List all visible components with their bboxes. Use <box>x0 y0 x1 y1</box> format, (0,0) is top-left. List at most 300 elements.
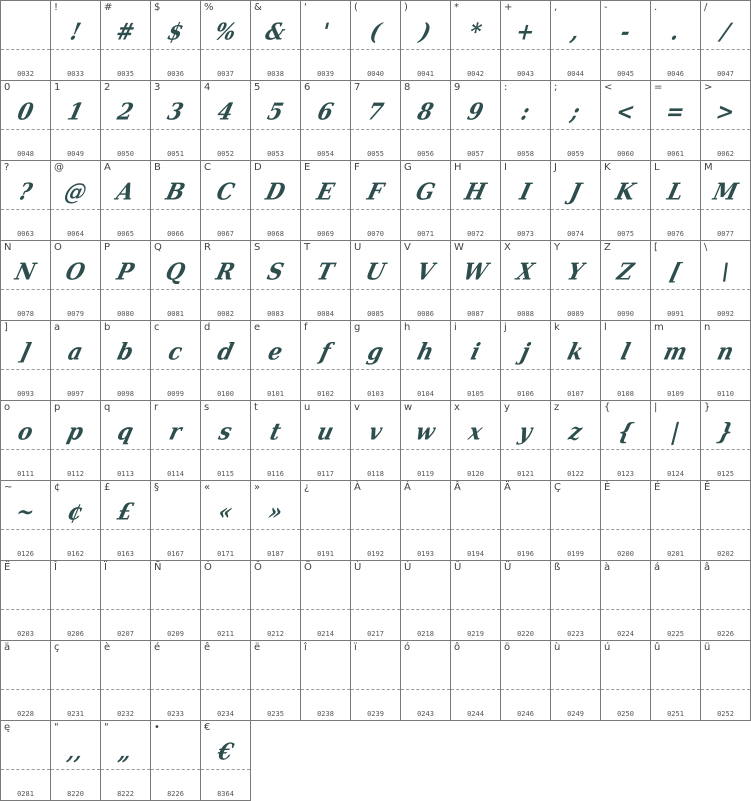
baseline-guide <box>101 289 150 290</box>
cell-codepoint: 0035 <box>117 70 134 78</box>
font-glyph-preview: ( <box>367 17 385 46</box>
cell-codepoint: 0043 <box>517 70 534 78</box>
cell-codepoint: 0191 <box>317 550 334 558</box>
cell-character-label: d <box>204 322 211 333</box>
baseline-guide <box>201 49 250 50</box>
baseline-guide <box>301 289 350 290</box>
glyph-cell[interactable] <box>601 561 650 640</box>
glyph-cell[interactable] <box>351 401 400 480</box>
cell-character-label: ę <box>4 722 11 733</box>
glyph-cell[interactable] <box>301 401 350 480</box>
cell-codepoint: 0250 <box>617 710 634 718</box>
glyph-cell[interactable] <box>151 1 200 80</box>
glyph-cell[interactable] <box>351 561 400 640</box>
cell-character-label: } <box>704 402 711 413</box>
glyph-cell[interactable] <box>701 321 750 400</box>
baseline-guide <box>251 369 300 370</box>
glyph-cell[interactable] <box>601 1 650 80</box>
glyph-cell[interactable] <box>101 721 150 800</box>
baseline-guide <box>301 209 350 210</box>
baseline-guide <box>101 129 150 130</box>
cell-codepoint: 0093 <box>17 390 34 398</box>
baseline-guide <box>601 49 650 50</box>
cell-codepoint: 0194 <box>467 550 484 558</box>
baseline-guide <box>1 209 50 210</box>
baseline-guide <box>301 449 350 450</box>
glyph-cell[interactable] <box>101 1 150 80</box>
glyph-cell[interactable] <box>551 481 600 560</box>
glyph-cell[interactable] <box>101 561 150 640</box>
glyph-cell[interactable] <box>301 321 350 400</box>
glyph-cell[interactable] <box>151 481 200 560</box>
font-glyph-preview: D <box>263 177 289 206</box>
baseline-guide <box>551 449 600 450</box>
cell-character-label: ! <box>54 2 59 13</box>
glyph-cell[interactable] <box>301 161 350 240</box>
glyph-cell[interactable] <box>101 161 150 240</box>
glyph-cell[interactable] <box>651 401 700 480</box>
cell-character-label: f <box>304 322 308 333</box>
glyph-cell[interactable] <box>1 401 50 480</box>
glyph-cell[interactable] <box>401 321 450 400</box>
baseline-guide <box>251 449 300 450</box>
cell-character-label: • <box>154 722 160 733</box>
baseline-guide <box>501 209 550 210</box>
cell-codepoint: 0064 <box>67 230 84 238</box>
grid-line-vertical <box>500 0 501 721</box>
glyph-cell[interactable] <box>701 241 750 320</box>
cell-character-label: w <box>404 402 413 413</box>
glyph-cell[interactable] <box>451 1 500 80</box>
cell-codepoint: 0108 <box>617 390 634 398</box>
cell-character-label: û <box>654 642 661 653</box>
glyph-cell[interactable] <box>51 321 100 400</box>
glyph-cell[interactable] <box>101 321 150 400</box>
glyph-cell[interactable] <box>451 241 500 320</box>
font-glyph-preview: @ <box>61 177 90 206</box>
baseline-guide <box>651 129 700 130</box>
glyph-cell[interactable] <box>401 641 450 720</box>
glyph-cell[interactable] <box>451 561 500 640</box>
glyph-cell[interactable] <box>501 321 550 400</box>
cell-character-label: â <box>704 562 711 573</box>
glyph-cell[interactable] <box>601 481 650 560</box>
baseline-guide <box>351 369 400 370</box>
glyph-cell[interactable] <box>651 1 700 80</box>
glyph-cell[interactable] <box>601 641 650 720</box>
glyph-cell[interactable] <box>1 1 50 80</box>
font-glyph-preview: v <box>366 417 386 446</box>
cell-codepoint: 0052 <box>217 150 234 158</box>
glyph-cell[interactable] <box>101 241 150 320</box>
baseline-guide <box>651 449 700 450</box>
glyph-cell[interactable] <box>401 561 450 640</box>
cell-character-label: ' <box>304 2 307 13</box>
baseline-guide <box>1 609 50 610</box>
glyph-cell[interactable] <box>551 241 600 320</box>
glyph-cell[interactable] <box>201 81 250 160</box>
baseline-guide <box>451 49 500 50</box>
glyph-cell[interactable] <box>1 321 50 400</box>
baseline-guide <box>1 769 50 770</box>
font-glyph-preview: p <box>64 417 87 446</box>
cell-character-label: , <box>554 2 558 13</box>
glyph-cell[interactable] <box>451 81 500 160</box>
glyph-cell[interactable] <box>601 81 650 160</box>
cell-codepoint: 0068 <box>267 230 284 238</box>
glyph-cell[interactable] <box>201 641 250 720</box>
glyph-cell[interactable] <box>501 481 550 560</box>
font-glyph-preview: = <box>663 97 688 126</box>
font-glyph-preview: a <box>65 337 86 366</box>
cell-codepoint: 0065 <box>117 230 134 238</box>
glyph-cell[interactable] <box>151 721 200 800</box>
cell-codepoint: 0203 <box>17 630 34 638</box>
glyph-cell[interactable] <box>701 401 750 480</box>
baseline-guide <box>1 689 50 690</box>
glyph-cell[interactable] <box>201 321 250 400</box>
cell-character-label: r <box>154 402 159 413</box>
glyph-cell[interactable] <box>351 81 400 160</box>
baseline-guide <box>401 529 450 530</box>
cell-character-label: ë <box>254 642 261 653</box>
glyph-cell[interactable] <box>151 241 200 320</box>
cell-codepoint: 8220 <box>67 790 84 798</box>
baseline-guide <box>701 369 750 370</box>
glyph-cell[interactable] <box>151 401 200 480</box>
glyph-cell[interactable] <box>251 641 300 720</box>
glyph-cell[interactable] <box>701 1 750 80</box>
glyph-cell[interactable] <box>601 401 650 480</box>
baseline-guide <box>501 609 550 610</box>
glyph-cell[interactable] <box>351 161 400 240</box>
cell-character-label: m <box>654 322 664 333</box>
cell-codepoint: 0091 <box>667 310 684 318</box>
glyph-cell[interactable] <box>51 81 100 160</box>
glyph-cell[interactable] <box>251 321 300 400</box>
cell-character-label: j <box>504 322 507 333</box>
cell-codepoint: 0032 <box>17 70 34 78</box>
glyph-cell[interactable] <box>451 401 500 480</box>
glyph-cell[interactable] <box>101 401 150 480</box>
cell-character-label: Z <box>604 242 611 253</box>
cell-codepoint: 0070 <box>367 230 384 238</box>
font-glyph-preview: ; <box>568 97 583 126</box>
glyph-cell[interactable] <box>401 81 450 160</box>
baseline-guide <box>451 609 500 610</box>
glyph-cell[interactable] <box>201 401 250 480</box>
glyph-cell[interactable] <box>451 161 500 240</box>
cell-character-label: n <box>704 322 711 333</box>
baseline-guide <box>101 449 150 450</box>
glyph-cell[interactable] <box>701 641 750 720</box>
glyph-cell[interactable] <box>351 1 400 80</box>
cell-codepoint: 0110 <box>717 390 734 398</box>
baseline-guide <box>151 49 200 50</box>
glyph-cell[interactable] <box>401 401 450 480</box>
font-glyph-preview: / <box>718 17 733 46</box>
glyph-cell[interactable] <box>351 241 400 320</box>
glyph-cell[interactable] <box>251 81 300 160</box>
glyph-cell[interactable] <box>651 641 700 720</box>
font-glyph-preview: C <box>213 177 238 206</box>
glyph-cell[interactable] <box>601 321 650 400</box>
glyph-cell[interactable] <box>451 481 500 560</box>
font-glyph-preview: k <box>564 337 587 366</box>
cell-codepoint: 0050 <box>117 150 134 158</box>
cell-codepoint: 0105 <box>467 390 484 398</box>
cell-character-label: h <box>404 322 411 333</box>
cell-codepoint: 0163 <box>117 550 134 558</box>
glyph-cell[interactable] <box>51 561 100 640</box>
glyph-cell[interactable] <box>301 1 350 80</box>
cell-character-label: Ú <box>404 562 412 573</box>
grid-line-horizontal <box>0 80 751 81</box>
font-glyph-preview: „ <box>116 737 136 766</box>
baseline-guide <box>201 129 250 130</box>
font-glyph-preview: ~ <box>13 497 38 526</box>
cell-codepoint: 0060 <box>617 150 634 158</box>
glyph-cell[interactable] <box>301 641 350 720</box>
glyph-cell[interactable] <box>701 561 750 640</box>
glyph-cell[interactable] <box>301 561 350 640</box>
baseline-guide <box>651 609 700 610</box>
glyph-cell[interactable] <box>51 481 100 560</box>
glyph-cell[interactable] <box>401 1 450 80</box>
glyph-cell[interactable] <box>701 161 750 240</box>
glyph-cell[interactable] <box>251 1 300 80</box>
font-glyph-preview: s <box>216 417 235 446</box>
glyph-cell[interactable] <box>501 401 550 480</box>
glyph-cell[interactable] <box>1 241 50 320</box>
font-glyph-preview: O <box>63 257 89 286</box>
baseline-guide <box>301 689 350 690</box>
font-glyph-preview: ) <box>417 17 435 46</box>
baseline-guide <box>1 129 50 130</box>
cell-codepoint: 0079 <box>67 310 84 318</box>
cell-codepoint: 0281 <box>17 790 34 798</box>
cell-character-label: 1 <box>54 82 61 93</box>
glyph-cell[interactable] <box>251 401 300 480</box>
glyph-cell[interactable] <box>151 641 200 720</box>
cell-character-label: \ <box>704 242 708 253</box>
font-glyph-preview: 7 <box>364 97 387 126</box>
glyph-cell[interactable] <box>101 481 150 560</box>
glyph-cell[interactable] <box>351 481 400 560</box>
glyph-cell[interactable] <box>501 641 550 720</box>
font-glyph-preview: i <box>468 337 484 366</box>
cell-character-label: c <box>154 322 160 333</box>
cell-codepoint: 0044 <box>567 70 584 78</box>
glyph-cell[interactable] <box>151 321 200 400</box>
baseline-guide <box>551 689 600 690</box>
cell-codepoint: 0192 <box>367 550 384 558</box>
glyph-cell[interactable] <box>351 641 400 720</box>
font-glyph-preview: 1 <box>64 97 87 126</box>
glyph-cell[interactable] <box>251 561 300 640</box>
cell-character-label: » <box>254 482 261 493</box>
glyph-cell[interactable] <box>251 481 300 560</box>
font-glyph-preview: ! <box>67 17 84 46</box>
baseline-guide <box>651 369 700 370</box>
cell-character-label: Ü <box>504 562 512 573</box>
baseline-guide <box>701 529 750 530</box>
glyph-cell[interactable] <box>601 241 650 320</box>
glyph-cell[interactable] <box>1 161 50 240</box>
glyph-cell[interactable] <box>51 241 100 320</box>
font-glyph-preview: j <box>518 337 533 366</box>
glyph-cell[interactable] <box>601 161 650 240</box>
glyph-cell[interactable] <box>201 1 250 80</box>
glyph-cell[interactable] <box>501 561 550 640</box>
glyph-cell[interactable] <box>551 401 600 480</box>
baseline-guide <box>51 289 100 290</box>
grid-line-vertical <box>650 0 651 721</box>
baseline-guide <box>201 609 250 610</box>
grid-line-horizontal <box>0 0 751 1</box>
cell-character-label: e <box>254 322 261 333</box>
glyph-cell[interactable] <box>51 401 100 480</box>
font-glyph-preview: B <box>163 177 188 206</box>
baseline-guide <box>701 689 750 690</box>
cell-character-label: Î <box>54 562 57 573</box>
cell-codepoint: 0234 <box>217 710 234 718</box>
glyph-cell[interactable] <box>701 481 750 560</box>
glyph-cell[interactable] <box>51 1 100 80</box>
cell-codepoint: 0112 <box>67 470 84 478</box>
glyph-cell[interactable] <box>551 641 600 720</box>
glyph-cell[interactable] <box>201 561 250 640</box>
glyph-cell[interactable] <box>1 721 50 800</box>
cell-character-label: : <box>504 82 508 93</box>
glyph-cell[interactable] <box>451 641 500 720</box>
glyph-cell[interactable] <box>1 481 50 560</box>
font-glyph-preview: % <box>212 17 240 46</box>
cell-codepoint: 0041 <box>417 70 434 78</box>
glyph-cell[interactable] <box>51 721 100 800</box>
baseline-guide <box>201 369 250 370</box>
glyph-cell[interactable] <box>301 241 350 320</box>
font-glyph-preview: y <box>516 417 536 446</box>
cell-character-label: ] <box>4 322 8 333</box>
glyph-cell[interactable] <box>251 241 300 320</box>
glyph-cell[interactable] <box>401 241 450 320</box>
glyph-cell[interactable] <box>51 161 100 240</box>
font-glyph-preview: ? <box>16 177 36 206</box>
glyph-cell[interactable] <box>1 641 50 720</box>
glyph-cell[interactable] <box>401 481 450 560</box>
glyph-cell[interactable] <box>301 481 350 560</box>
cell-character-label: Ñ <box>154 562 162 573</box>
glyph-cell[interactable] <box>151 81 200 160</box>
cell-character-label: . <box>654 2 658 13</box>
font-glyph-preview: . <box>668 17 683 46</box>
glyph-cell[interactable] <box>151 161 200 240</box>
cell-character-label: H <box>454 162 462 173</box>
cell-character-label: ¢ <box>54 482 61 493</box>
baseline-guide <box>151 449 200 450</box>
baseline-guide <box>101 209 150 210</box>
glyph-cell[interactable] <box>651 81 700 160</box>
glyph-cell[interactable] <box>251 161 300 240</box>
cell-codepoint: 0201 <box>667 550 684 558</box>
cell-character-label: T <box>304 242 311 253</box>
glyph-cell[interactable] <box>651 241 700 320</box>
cell-character-label: Q <box>154 242 162 253</box>
cell-character-label: V <box>404 242 411 253</box>
glyph-cell[interactable] <box>301 81 350 160</box>
glyph-cell[interactable] <box>651 561 700 640</box>
cell-character-label: = <box>654 82 663 93</box>
glyph-cell[interactable] <box>501 1 550 80</box>
cell-character-label: 4 <box>204 82 211 93</box>
glyph-cell[interactable] <box>201 161 250 240</box>
font-glyph-preview: N <box>12 257 39 286</box>
baseline-guide <box>651 209 700 210</box>
cell-character-label: K <box>604 162 611 173</box>
glyph-cell[interactable] <box>501 241 550 320</box>
baseline-guide <box>351 49 400 50</box>
font-glyph-preview: X <box>514 257 538 286</box>
glyph-cell[interactable] <box>101 641 150 720</box>
glyph-cell[interactable] <box>201 481 250 560</box>
cell-codepoint: 0228 <box>17 710 34 718</box>
baseline-guide <box>151 289 200 290</box>
font-glyph-preview: ] <box>17 337 35 366</box>
font-glyph-preview: | <box>668 417 683 446</box>
glyph-cell[interactable] <box>151 561 200 640</box>
cell-codepoint: 0114 <box>167 470 184 478</box>
glyph-cell[interactable] <box>501 161 550 240</box>
font-glyph-preview: S <box>264 257 287 286</box>
font-glyph-preview: e <box>265 337 286 366</box>
cell-codepoint: 0100 <box>217 390 234 398</box>
glyph-cell[interactable] <box>51 641 100 720</box>
glyph-cell[interactable] <box>551 81 600 160</box>
font-glyph-preview: Q <box>163 257 189 286</box>
glyph-cell[interactable] <box>651 321 700 400</box>
cell-character-label: ß <box>554 562 561 573</box>
glyph-cell[interactable] <box>351 321 400 400</box>
cell-codepoint: 0106 <box>517 390 534 398</box>
baseline-guide <box>51 129 100 130</box>
cell-codepoint: 0246 <box>517 710 534 718</box>
glyph-cell[interactable] <box>201 241 250 320</box>
glyph-cell[interactable] <box>701 81 750 160</box>
cell-codepoint: 0206 <box>67 630 84 638</box>
glyph-cell[interactable] <box>551 1 600 80</box>
cell-character-label: L <box>654 162 660 173</box>
glyph-cell[interactable] <box>651 481 700 560</box>
cell-codepoint: 0251 <box>667 710 684 718</box>
glyph-cell[interactable] <box>551 161 600 240</box>
baseline-guide <box>251 49 300 50</box>
glyph-cell[interactable] <box>1 561 50 640</box>
glyph-cell[interactable] <box>651 161 700 240</box>
glyph-cell[interactable] <box>1 81 50 160</box>
glyph-cell[interactable] <box>451 321 500 400</box>
glyph-cell[interactable] <box>551 321 600 400</box>
cell-codepoint: 0051 <box>167 150 184 158</box>
glyph-cell[interactable] <box>401 161 450 240</box>
grid-line-horizontal <box>0 480 751 481</box>
glyph-cell[interactable] <box>201 721 250 800</box>
glyph-cell[interactable] <box>551 561 600 640</box>
glyph-cell[interactable] <box>501 81 550 160</box>
cell-character-label: % <box>204 2 214 13</box>
glyph-cell[interactable] <box>101 81 150 160</box>
cell-character-label: é <box>154 642 161 653</box>
